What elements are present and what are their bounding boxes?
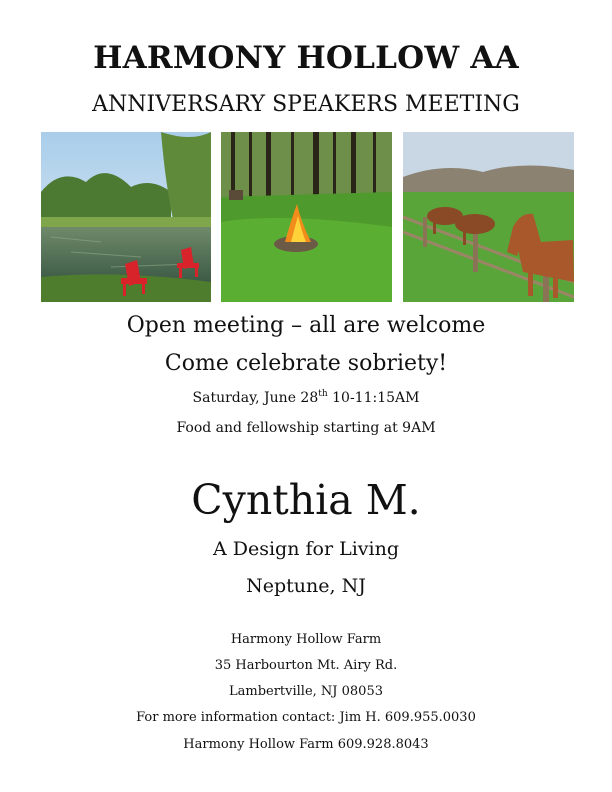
speaker-topic: A Design for Living: [212, 538, 399, 560]
venue-name: Harmony Hollow Farm: [230, 632, 382, 647]
celebrate-text: Come celebrate sobriety!: [164, 351, 448, 376]
venue-street: 35 Harbourton Mt. Airy Rd.: [214, 658, 398, 673]
speaker-hometown: Neptune, NJ: [246, 575, 366, 597]
open-meeting-text: Open meeting – all are welcome: [126, 313, 486, 338]
farm-phone: Harmony Hollow Farm 609.928.8043: [183, 737, 429, 752]
venue-city: Lambertville, NJ 08053: [228, 684, 383, 699]
date-suffix: th: [318, 389, 328, 399]
page-title: HARMONY HOLLOW AA: [93, 40, 519, 76]
meeting-time: 10-11:15AM: [332, 390, 420, 406]
horses-at-fence-photo: [403, 132, 574, 302]
date-prefix: Saturday, June 28: [192, 390, 319, 406]
campfire-in-woods-photo: [221, 132, 392, 302]
pond-with-red-chairs-photo: [41, 132, 211, 302]
photo-strip: [41, 132, 574, 302]
speaker-name: Cynthia M.: [191, 476, 421, 524]
contact-info: For more information contact: Jim H. 609.955.0030: [136, 710, 476, 725]
food-fellowship-text: Food and fellowship starting at 9AM: [176, 420, 436, 436]
page-subtitle: ANNIVERSARY SPEAKERS MEETING: [92, 92, 520, 117]
date-time-line: [0, 390, 612, 406]
